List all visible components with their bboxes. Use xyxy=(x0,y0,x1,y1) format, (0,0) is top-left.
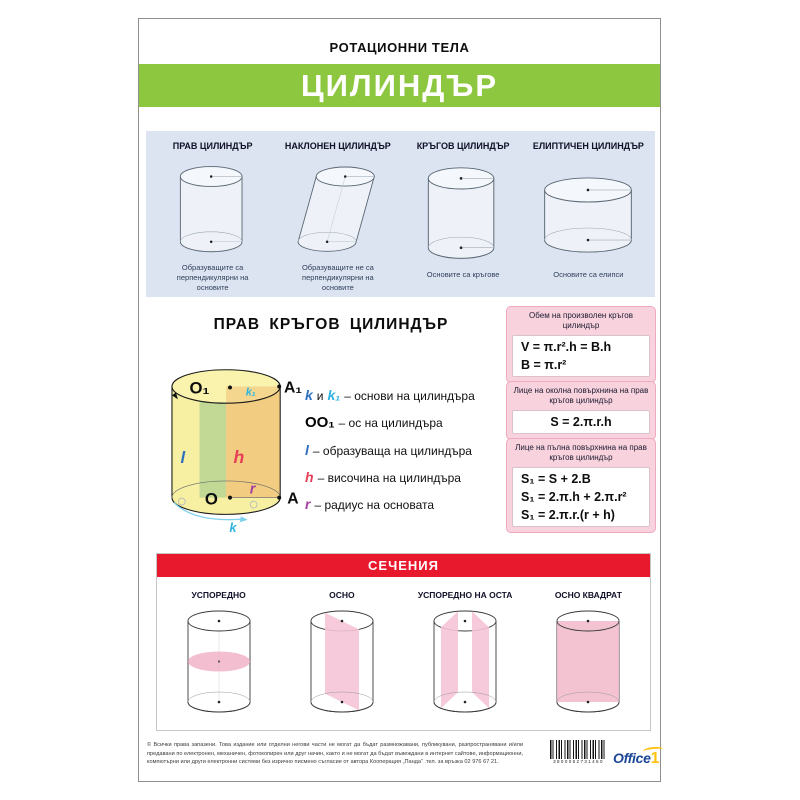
section-label: ОСНО xyxy=(329,590,355,600)
section-label: УСПОРЕДНО xyxy=(191,590,246,600)
legend-text: – височина на цилиндъра xyxy=(317,471,461,485)
formula-box-header: Лице на пълна повърхнина на прав кръгов цилиндър xyxy=(515,443,647,463)
labeled-cylinder-figure xyxy=(152,355,310,537)
label-o: O xyxy=(204,489,218,509)
symbol-k1: k₁ xyxy=(327,387,341,403)
logo-number: 1 xyxy=(650,750,660,767)
legend-text: – ос на цилиндъра xyxy=(338,416,443,430)
total-surface-formula-box xyxy=(506,438,656,533)
oblique-cylinder-figure xyxy=(286,162,390,260)
label-a1: A₁ xyxy=(284,379,302,397)
elliptic-cylinder-figure xyxy=(536,163,640,267)
sections-banner-title: СЕЧЕНИЯ xyxy=(368,558,439,573)
parallel-to-axis-section-figure xyxy=(427,607,503,721)
barcode-number: 3800052731450 xyxy=(553,759,604,764)
symbol-h: h xyxy=(305,469,314,485)
copyright-text: © Всички права запазени. Това издание или отделни негови части не могат да бъдат размножавани, публикувани, разпространявани и/или предавани по електронен, механичен, фотокопирен или друг начин, както и не могат да бъдат въвеждани в интернет сайтове, информационни, компютърни или други електронни системи без изрично писмено съгласие от автора Кооперация „Панда“ .тел. за връзка 02 976 67 21. xyxy=(147,742,523,766)
logo-swoosh-icon xyxy=(642,746,663,755)
barcode xyxy=(550,740,607,759)
formula-line: S₁ = 2.π.h + 2.π.r² xyxy=(521,489,627,504)
section-figures-row xyxy=(157,607,650,721)
type-caption: Образуващите са перпендикулярни на основите xyxy=(176,262,249,292)
formula-line: S = 2.π.r.h xyxy=(550,414,612,429)
poster-kicker: РОТАЦИОННИ ТЕЛА xyxy=(329,40,470,55)
right-cylinder-figure xyxy=(161,162,265,260)
legend-radius xyxy=(305,496,520,512)
legend-bases xyxy=(305,387,520,403)
poster-title: ЦИЛИНДЪР xyxy=(300,67,499,103)
circular-cylinder-figure xyxy=(411,163,515,267)
section-labels-row xyxy=(157,590,650,600)
label-l: l xyxy=(180,448,186,468)
label-k: k xyxy=(229,520,237,536)
type-circular-cylinder xyxy=(401,141,526,293)
symbol-r: r xyxy=(305,496,311,512)
legend-generatrix xyxy=(305,442,520,458)
cross-sections-panel xyxy=(156,553,651,731)
legend-text: – радиус на основата xyxy=(314,498,435,512)
square-axial-section-figure xyxy=(550,607,626,721)
formula-line: S₁ = 2.π.r.(r + h) xyxy=(521,508,615,523)
type-title: НАКЛОНЕН ЦИЛИНДЪР xyxy=(284,141,391,151)
legend-text: – образуваща на цилиндъра xyxy=(312,444,472,458)
type-caption: Основите са елипси xyxy=(553,270,624,279)
formula-box-header: Обем на произволен кръгов цилиндър xyxy=(529,311,633,331)
cylinder-types-section xyxy=(146,131,655,297)
sections-banner xyxy=(157,554,650,577)
legend-height xyxy=(305,469,520,485)
legend-text: – основи на цилиндъра xyxy=(344,389,475,403)
label-a: A xyxy=(287,490,299,508)
parallel-section-figure xyxy=(181,607,257,721)
symbol-l: l xyxy=(305,442,309,458)
symbol-oo1: OO₁ xyxy=(305,414,335,431)
title-banner xyxy=(139,64,660,107)
lateral-surface-formula-box xyxy=(506,381,656,440)
axial-section-figure xyxy=(304,607,380,721)
type-right-cylinder xyxy=(150,141,275,293)
formula-line: V = π.r².h = B.h xyxy=(521,339,612,354)
volume-formula-box xyxy=(506,306,656,383)
office1-logo xyxy=(613,750,660,768)
logo-wordmark: Office xyxy=(613,750,651,766)
poster-page xyxy=(138,18,661,782)
type-caption: Основите са кръгове xyxy=(426,270,500,279)
type-title: ЕЛИПТИЧЕН ЦИЛИНДЪР xyxy=(532,141,644,151)
legend-axis xyxy=(305,414,520,431)
type-elliptic-cylinder xyxy=(526,141,651,293)
type-oblique-cylinder xyxy=(275,141,400,293)
section-label: ОСНО КВАДРАТ xyxy=(554,590,622,600)
section-label: УСПОРЕДНО НА ОСТА xyxy=(417,590,513,600)
type-title: КРЪГОВ ЦИЛИНДЪР xyxy=(416,141,510,151)
cylinder-legend xyxy=(305,387,520,523)
label-r: r xyxy=(249,481,256,498)
symbol-k: k xyxy=(305,387,313,403)
type-title: ПРАВ ЦИЛИНДЪР xyxy=(172,141,253,151)
legend-conj: и xyxy=(316,389,324,403)
label-h: h xyxy=(233,447,245,468)
formula-line: S₁ = S + 2.B xyxy=(521,471,591,486)
type-caption: Образуващите не са перпендикулярни на основите xyxy=(301,262,374,292)
label-o1: O₁ xyxy=(189,378,210,398)
label-k1: k₁ xyxy=(245,386,256,399)
formula-box-header: Лице на околна повърхнина на прав кръгов цилиндър xyxy=(513,386,649,406)
main-heading: ПРАВ КРЪГОВ ЦИЛИНДЪР xyxy=(213,316,449,333)
formula-line: B = π.r² xyxy=(521,357,567,372)
